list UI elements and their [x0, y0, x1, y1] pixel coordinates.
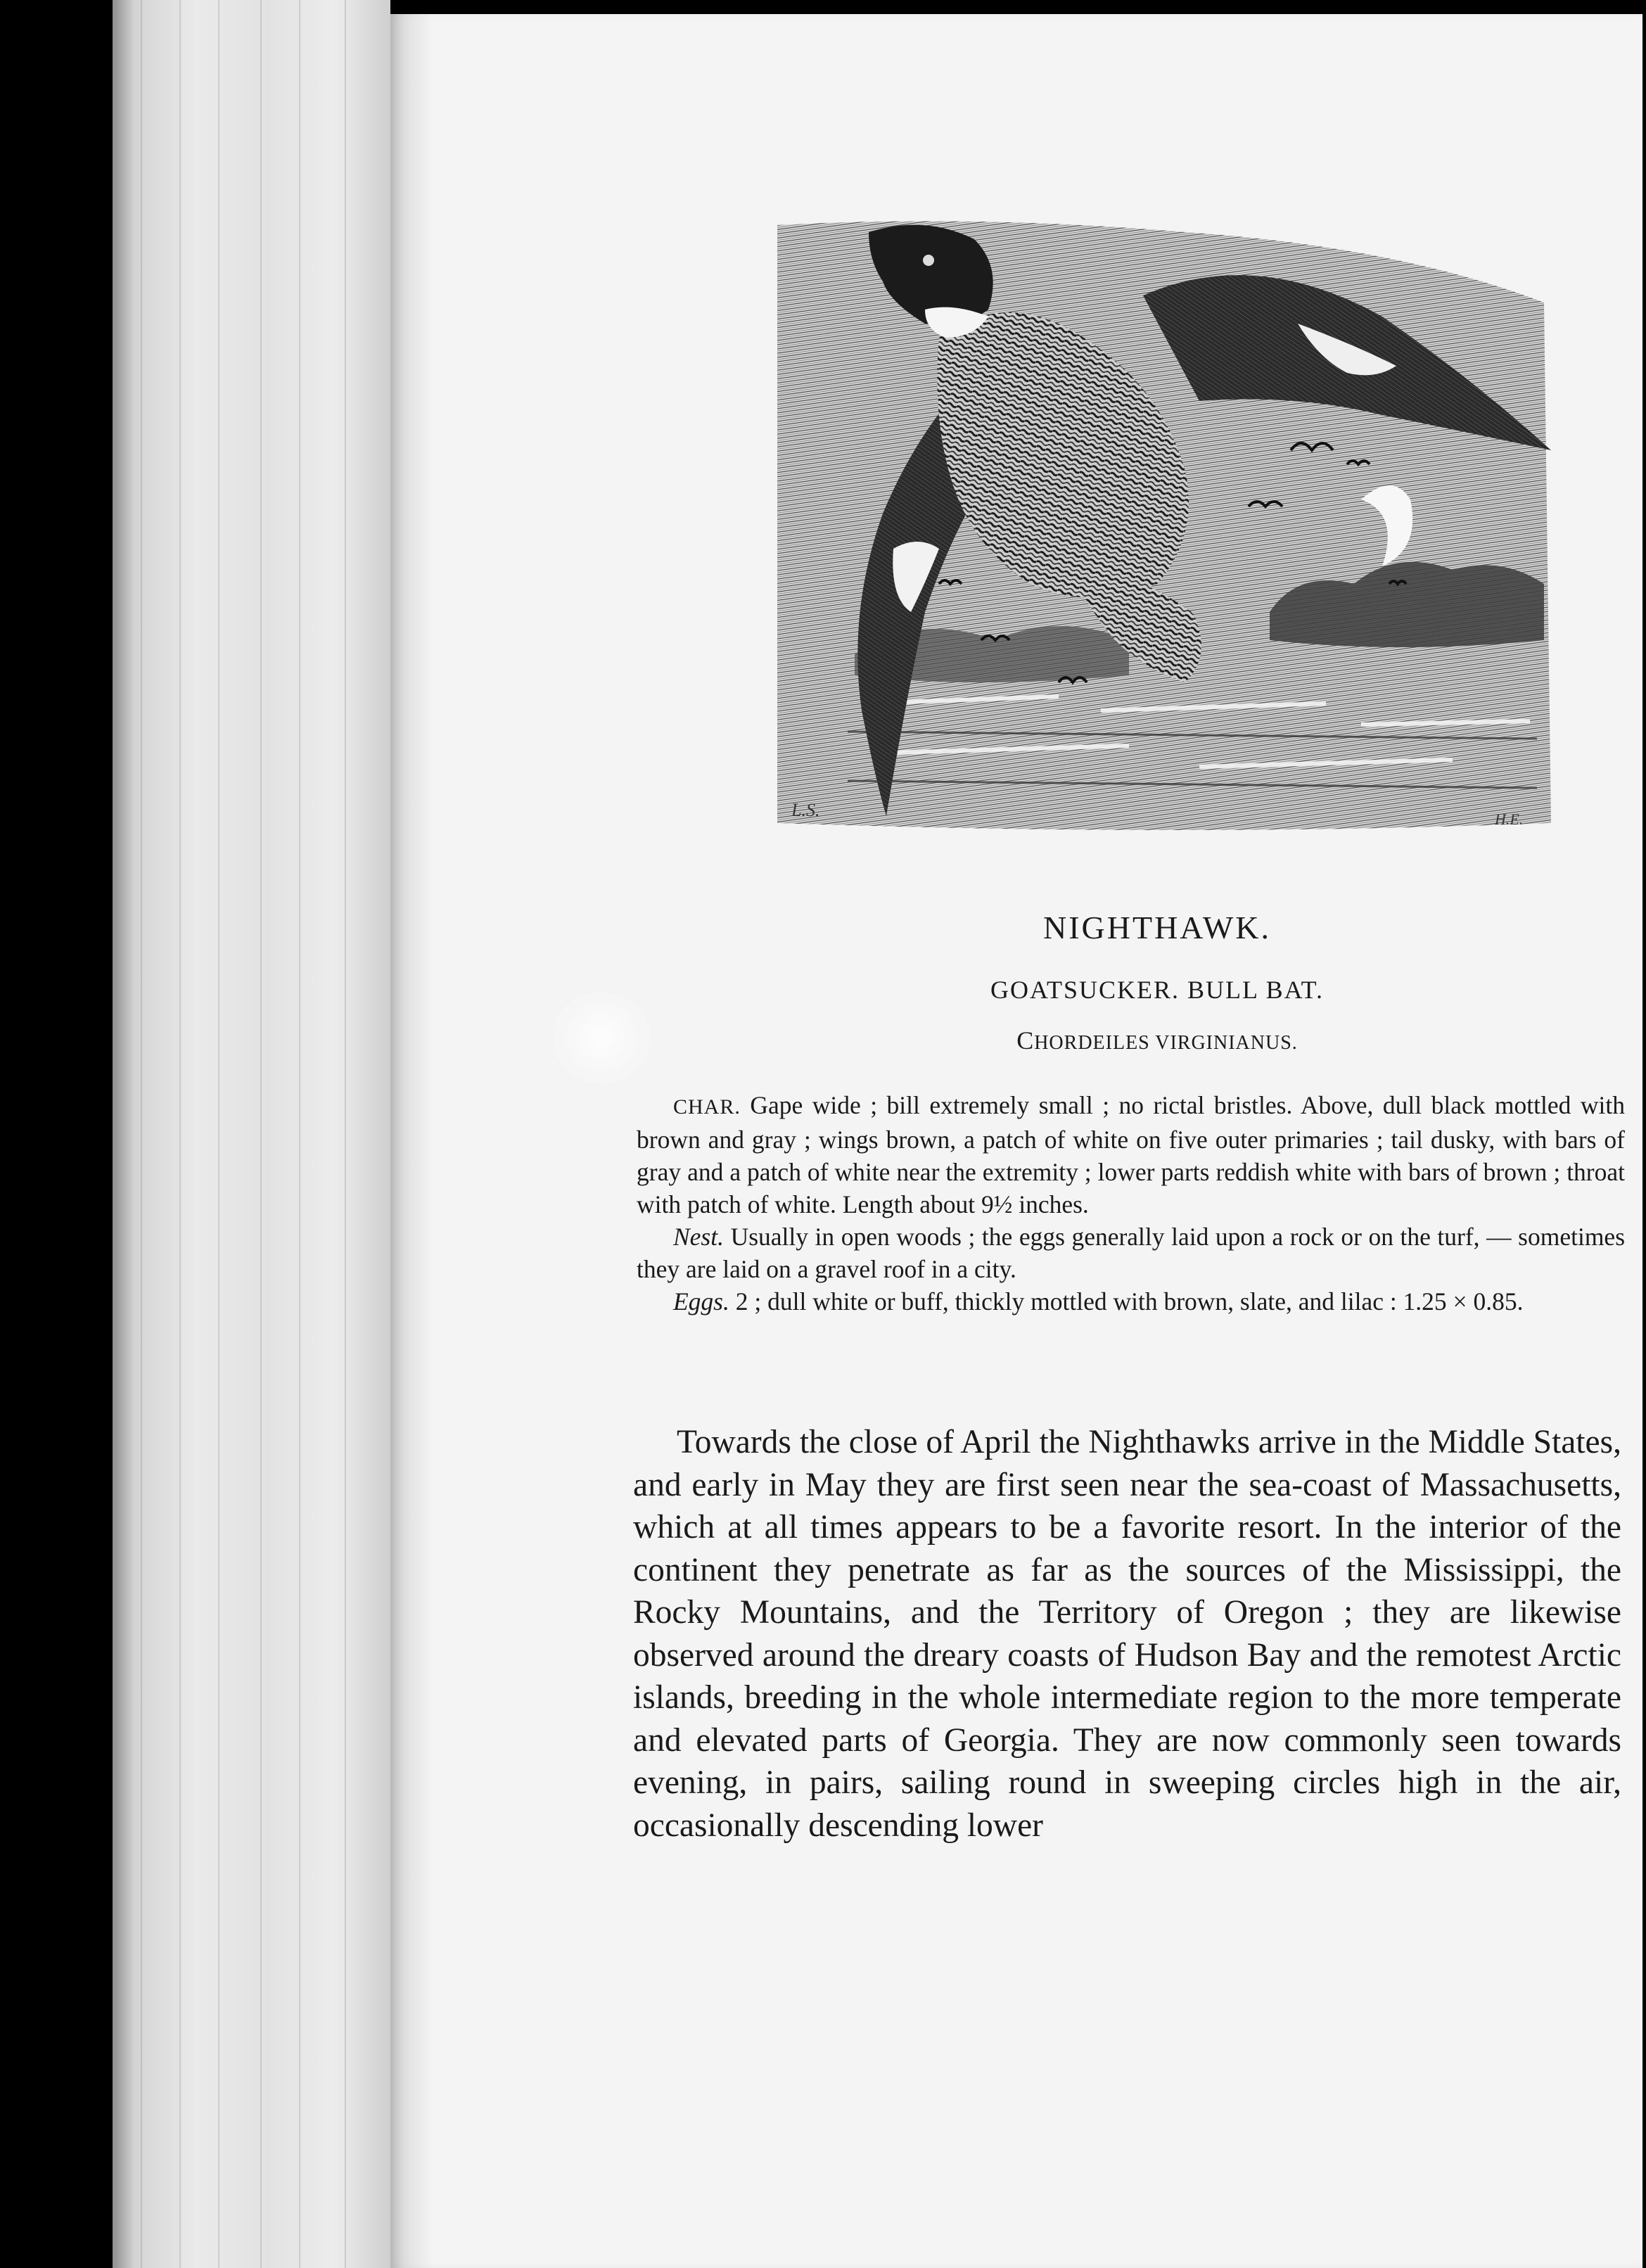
- nest-label: Nest.: [673, 1223, 724, 1251]
- nest-text: Usually in open woods ; the eggs generally laid upon a rock or on the turf, — sometimes they are laid on a gravel roof in a city.: [637, 1223, 1626, 1283]
- species-description: [637, 1089, 1625, 1318]
- char-label: CHAR.: [673, 1095, 741, 1119]
- char-text: Gape wide ; bill extremely small ; no rictal bristles. Above, dull black mottled with brown and gray ; wings brown, a patch of white on five outer primaries ; tail dusky, with bars of gray and a patch of white near the extremity ; lower parts reddish white with bars of brown ; throat with patch of white. Length about 9½ inches.: [637, 1091, 1625, 1218]
- body-paragraph: Towards the close of April the Nighthawks arrive in the Middle States, and early in May they are first seen near the sea-coast of Massachusetts, which at all times appears to be a favorite resort. In the interior of the continent they penetrate as far as the sources of the Mississippi, the Rocky Mountains, and the Territory of Oregon ; they are likewise observed around the dreary coasts of Hudson Bay and the remotest Arctic islands, breeding in the whole intermediate region to the more temperate and elevated parts of Georgia. They are now commonly seen towards evening, in pairs, sailing round in sweeping circles high in the air, occasionally descending lower: [633, 1424, 1621, 1844]
- page-title: NIGHTHAWK.: [1043, 910, 1271, 945]
- eggs-text: 2 ; dull white or buff, thickly mottled with brown, slate, and lilac : 1.25 × 0.85.: [735, 1287, 1524, 1315]
- scientific-name-initial: C: [1016, 1026, 1035, 1055]
- engraver-mark-left: L.S.: [791, 800, 820, 820]
- eggs-label: Eggs.: [673, 1287, 729, 1315]
- page-edges-stack: [113, 0, 390, 2268]
- nighthawk-engraving: [763, 218, 1565, 837]
- char-paragraph: [637, 1089, 1625, 1221]
- scientific-name: [862, 1026, 1453, 1055]
- scientific-name-rest: HORDEILES VIRGINIANUS.: [1034, 1032, 1298, 1054]
- eggs-paragraph: [637, 1285, 1625, 1318]
- binding-shadow: [390, 14, 433, 2268]
- nest-paragraph: [637, 1221, 1625, 1285]
- engraver-mark-right: H.E.: [1495, 810, 1524, 828]
- common-names: GOATSUCKER. BULL BAT.: [990, 976, 1325, 1004]
- page-smudge: [552, 992, 651, 1083]
